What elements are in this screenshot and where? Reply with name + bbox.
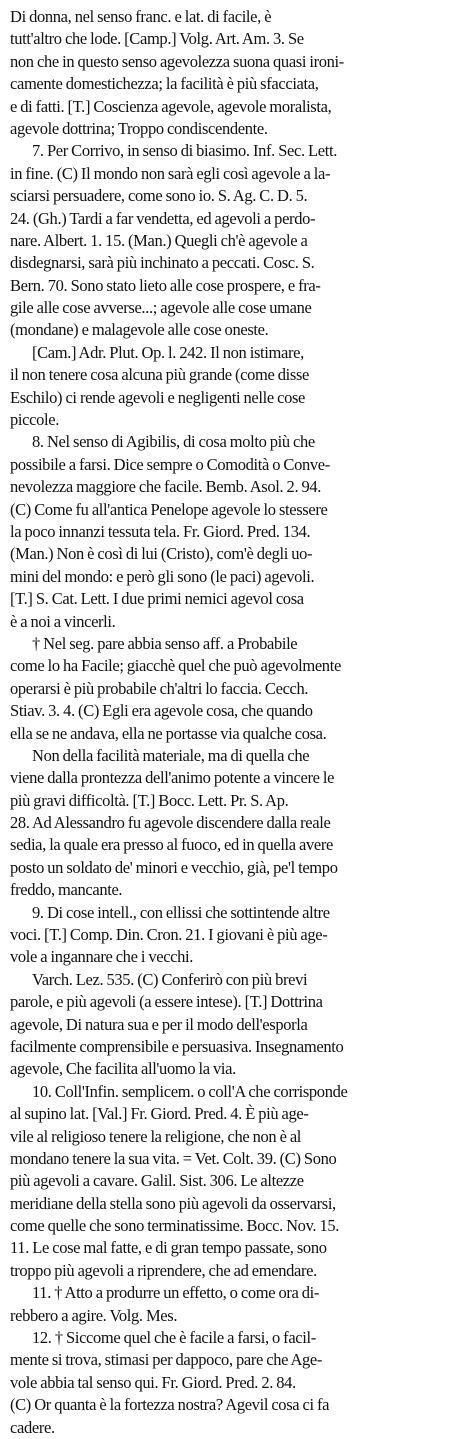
text-line: cadere. — [10, 1417, 55, 1437]
text-line: mente si trova, stimasi per dappoco, pare che Age- — [10, 1350, 323, 1370]
text-line: agevole, Di natura sua e per il modo dell'esporla — [10, 1014, 308, 1034]
text-line: [T.] S. Cat. Lett. I due primi nemici agevol cosa — [10, 589, 304, 609]
text-line: † Nel seg. pare abbia senso aff. a Probabile — [32, 633, 298, 653]
text-line: vole a ingannare che i vecchi. — [10, 947, 194, 967]
text-line: al supino lat. [Val.] Fr. Giord. Pred. 4. È più age- — [10, 1104, 309, 1124]
text-line: Varch. Lez. 535. (C) Conferirò con più brevi — [32, 969, 308, 989]
text-line: sciarsi persuadere, come sono io. S. Ag. C. D. 5. — [10, 186, 308, 206]
text-line: il non tenere cosa alcuna più grande (come disse — [10, 365, 309, 385]
text-line: vile al religioso tenere la religione, che non è al — [10, 1126, 302, 1146]
text-line: 11. Le cose mal fatte, e di gran tempo passate, sono — [10, 1238, 327, 1258]
text-line: e di fatti. [T.] Coscienza agevole, agevole moralista, — [10, 96, 332, 116]
text-line: mini del mondo: e però gli sono (le paci) agevoli. — [10, 566, 315, 586]
text-line: (mondane) e malagevole alle cose oneste. — [10, 320, 269, 340]
text-line: più agevoli a cavare. Galil. Sist. 306. Le altezze — [10, 1171, 304, 1191]
text-line: agevole dottrina; Troppo condiscendente. — [10, 118, 268, 138]
text-line: viene dalla prontezza dell'animo potente a vincere le — [10, 768, 335, 788]
text-line: 24. (Gh.) Tardi a far vendetta, ed agevoli a perdo- — [10, 208, 316, 228]
text-line: è a noi a vincerli. — [10, 611, 116, 631]
text-line: in fine. (C) Il mondo non sarà egli così agevole a la- — [10, 163, 331, 183]
text-line: troppo più agevoli a riprendere, che ad emendare. — [10, 1260, 317, 1280]
text-line: disdegnarsi, sarà più inchinato a peccati. Cosc. S. — [10, 253, 315, 273]
text-line: possibile a farsi. Dice sempre o Comodità o Conve- — [10, 454, 330, 474]
section-9-heading: 9. Di cose intell., con ellissi che sottintende altre — [32, 902, 330, 922]
text-line: camente domestichezza; la facilità è più sfacciata, — [10, 74, 319, 94]
text-line: nare. Albert. 1. 15. (Man.) Quegli ch'è agevole a — [10, 230, 308, 250]
text-line: agevole, Che facilita all'uomo la via. — [10, 1059, 236, 1079]
text-line: sedia, la quale era presso al fuoco, ed in quella avere — [10, 835, 334, 855]
text-line: (C) Come fu all'antica Penelope agevole lo stessere — [10, 499, 328, 519]
text-line: voci. [T.] Comp. Din. Cron. 21. I giovani è più age- — [10, 925, 328, 945]
text-line: 28. Ad Alessandro fu agevole discendere dalla reale — [10, 813, 331, 833]
text-line: ella se ne andava, ella ne portasse via qualche cosa. — [10, 723, 327, 743]
text-line: parole, e più agevoli (a essere intese). [T.] Dottrina — [10, 992, 323, 1012]
text-line: operarsi è più probabile ch'altri lo faccia. Cecch. — [10, 678, 309, 698]
text-line: Eschilo) ci rende agevoli e negligenti nelle cose — [10, 387, 306, 407]
text-line: mondano tenere la sua vita. = Vet. Colt. 39. (C) Sono — [10, 1148, 337, 1168]
text-line: (C) Or quanta è la fortezza nostra? Agevil cosa ci fa — [10, 1395, 330, 1415]
section-8-heading: 8. Nel senso di Agibilis, di cosa molto più che — [32, 432, 315, 452]
text-line: più gravi difficoltà. [T.] Bocc. Lett. Pr. S. Ap. — [10, 790, 289, 810]
text-line: la poco innanzi tessuta tela. Fr. Giord. Pred. 134. — [10, 521, 311, 541]
text-line: meridiane della stella sono più agevoli da osservarsi, — [10, 1193, 336, 1213]
text-line: Bern. 70. Sono stato lieto alle cose prospere, e fra- — [10, 275, 321, 295]
text-line: [Cam.] Adr. Plut. Op. l. 242. Il non istimare, — [32, 342, 304, 362]
text-line: piccole. — [10, 410, 59, 430]
text-line: nevolezza maggiore che facile. Bemb. Asol. 2. 94. — [10, 477, 322, 497]
text-line: gile alle cose avverse...; agevole alle cose umane — [10, 298, 312, 318]
section-10-heading: 10. Coll'Infin. semplicem. o coll'A che corrisponde — [32, 1081, 348, 1101]
text-line: rebbero a agire. Volg. Mes. — [10, 1305, 178, 1325]
text-line: (Man.) Non è così di lui (Cristo), com'è degli uo- — [10, 544, 313, 564]
text-line: non che in questo senso agevolezza suona quasi ironi- — [10, 51, 344, 71]
text-line: Di donna, nel senso franc. e lat. di facile, è — [10, 7, 272, 26]
text-line: come quelle che sono terminatissime. Bocc. Nov. 15. — [10, 1216, 340, 1236]
text-line: facilmente comprensibile e persuasiva. Insegnamento — [10, 1036, 344, 1056]
text-line: tutt'altro che lode. [Camp.] Volg. Art. Am. 3. Se — [10, 29, 304, 49]
text-line: come lo ha Facile; giacchè quel che può agevolmente — [10, 656, 341, 676]
text-line: freddo, mancante. — [10, 880, 123, 900]
text-line: vole abbia tal senso qui. Fr. Giord. Pred. 2. 84. — [10, 1372, 296, 1392]
text-line: posto un soldato de' minori e vecchio, già, pe'l tempo — [10, 857, 338, 877]
section-12-heading: 12. † Siccome quel che è facile a farsi, o facil- — [32, 1328, 316, 1348]
section-11-heading: 11. † Atto a produrre un effetto, o come ora di- — [32, 1283, 320, 1303]
text-line: Non della facilità materiale, ma di quella che — [32, 745, 310, 765]
text-line: Stiav. 3. 4. (C) Egli era agevole cosa, che quando — [10, 701, 313, 721]
section-7-heading: 7. Per Corrivo, in senso di biasimo. Inf. Sec. Lett. — [32, 141, 337, 161]
